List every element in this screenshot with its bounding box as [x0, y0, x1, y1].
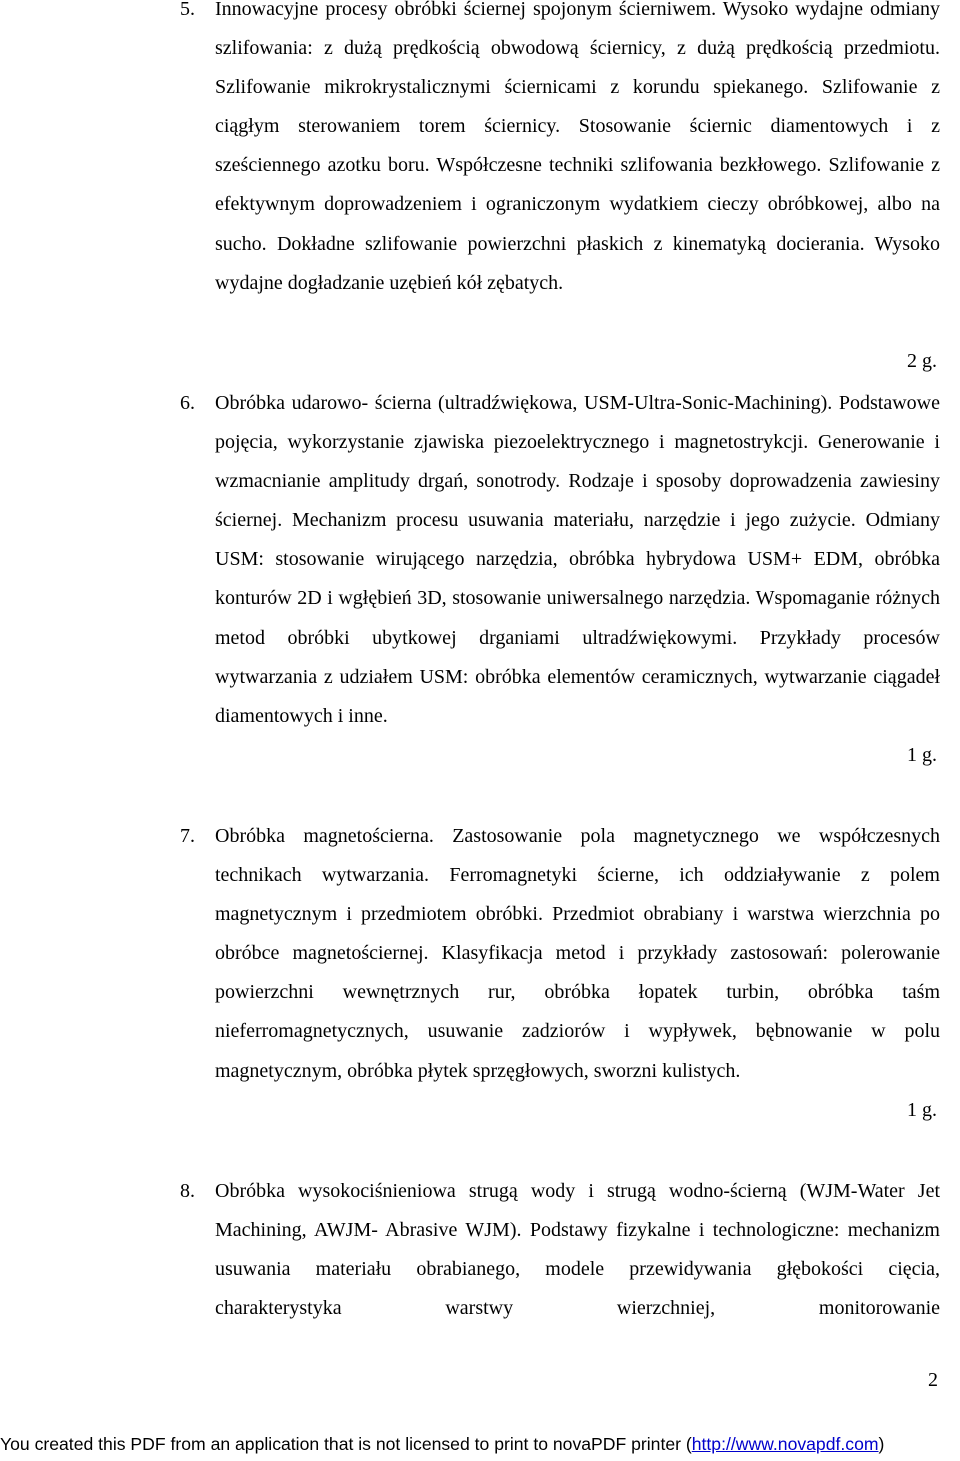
section-number: 5.: [180, 0, 195, 20]
footer-text-prefix: You created this PDF from an application that is not licensed to print to novaPDF printer (: [0, 1434, 692, 1454]
section-text: Obróbka magnetościerna. Zastosowanie pola magnetycznego we współczesnych technikach wytwarzania. Ferromagnetyki ścierne, ich oddziaływanie z polem magnetycznym i przedmiotem obróbki. Przedmiot obrabiany i warstwa wierzchnia po obróbce magnetościernej. Klasyfikacja metod i przykłady zastosowań: polerowanie powierzchni wewnętrznych rur, obróbka łopatek turbin, obróbka taśm nieferromagnetycznych, usuwanie zadziorów i wypływek, bębnowanie w polu magnetycznym, obróbka płytek sprzęgłowych, sworzni kulistych.: [215, 825, 940, 1082]
page-number: 2: [928, 1369, 938, 1391]
footer-link[interactable]: http://www.novapdf.com: [691, 1434, 879, 1454]
section-number: 7.: [180, 825, 195, 847]
footer-notice: [0, 1432, 960, 1456]
footer-text-suffix: ): [878, 1434, 885, 1454]
section-text: Obróbka udarowo- ścierna (ultradźwiękowa, USM-Ultra-Sonic-Machining). Podstawowe pojęcia, wykorzystanie zjawiska piezoelektrycznego i magnetostrykcji. Generowanie i wzmacnianie amplitudy drgań, sonotrody. Rodzaje i sposoby doprowadzenia zawiesiny ściernej. Mechanizm procesu usuwania materiału, narzędzie i jego zużycie. Odmiany USM: stosowanie wirującego narzędzia, obróbka hybrydowa USM+ EDM, obróbka konturów 2D i wgłębień 3D, stosowanie uniwersalnego narzędzia. Wspomaganie różnych metod obróbki ubytkowej drganiami ultradźwiękowymi. Przykłady procesów wytwarzania z udziałem USM: obróbka elementów ceramicznych, wytwarzanie ciągadeł diamentowych i inne.: [215, 392, 940, 727]
section-hours: 1 g.: [907, 744, 937, 766]
section-hours: 2 g.: [907, 350, 937, 372]
section-text: Innowacyjne procesy obróbki ściernej spojonym ścierniwem. Wysoko wydajne odmiany szlifowania: z dużą prędkością obwodową ściernicy, z dużą prędkością przedmiotu. Szlifowanie mikrokrystalicznymi ściernicami z korundu spiekanego. Szlifowanie z ciągłym sterowaniem torem ściernicy. Stosowanie ściernic diamentowych i z sześciennego azotku boru. Współczesne techniki szlifowania bezkłowego. Szlifowanie z efektywnym doprowadzeniem i ograniczonym wydatkiem cieczy obróbkowej, albo na sucho. Dokładne szlifowanie powierzchni płaskich z kinematyką docierania. Wysoko wydajne dogładzanie uzębień kół zębatych.: [215, 0, 940, 294]
section-number: 8.: [180, 1180, 195, 1202]
section-number: 6.: [180, 392, 195, 414]
section-text: Obróbka wysokociśnieniowa strugą wody i strugą wodno-ścierną (WJM-Water Jet Machining, AWJM- Abrasive WJM). Podstawy fizykalne i technologiczne: mechanizm usuwania materiału obrabianego, modele przewidywania głębokości cięcia, charakterystyka warstwy wierzchniej, monitorowanie: [215, 1180, 940, 1320]
section-hours: 1 g.: [907, 1099, 937, 1121]
